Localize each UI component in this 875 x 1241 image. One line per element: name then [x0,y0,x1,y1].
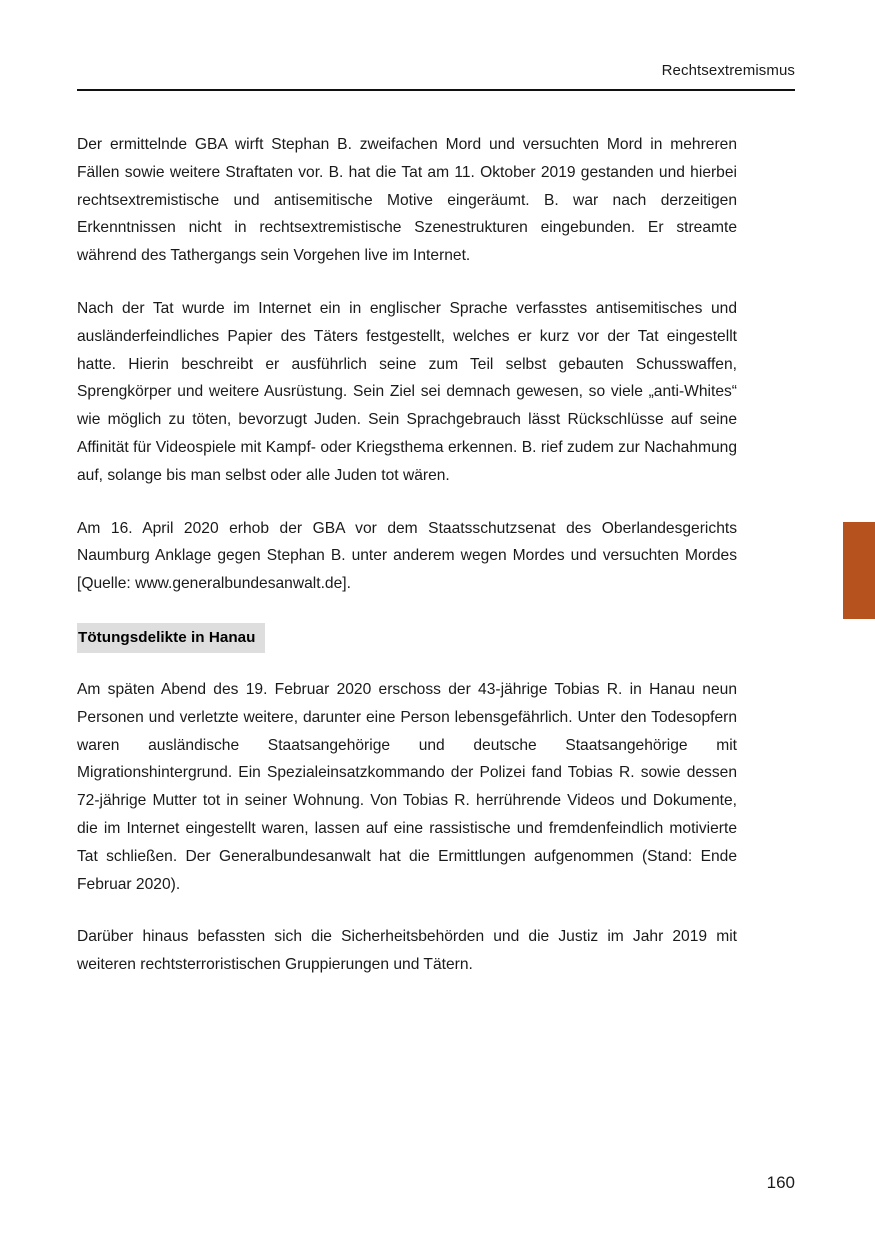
page-number: 160 [766,1173,795,1192]
paragraph: Darüber hinaus befassten sich die Sicherheitsbehörden und die Justiz im Jahr 2019 mit weiteren rechtsterroristischen Gruppierungen und Tätern. [77,928,737,974]
thumb-index-tab [843,522,875,619]
subheading-row [77,623,737,653]
header-rule [77,89,795,91]
running-header: Rechtsextremismus [661,62,795,79]
paragraph: Nach der Tat wurde im Internet ein in englischer Sprache verfasstes antisemitisches und ausländerfeindliches Papier des Täters festgestellt, welches er kurz vor der Tat eingestellt hatte. Hierin beschreibt er ausführlich seine zum Teil selbst gebauten Schusswaffen, Sprengkörper und weitere Ausrüstung. Sein Ziel sei demnach gewesen, so viele „anti-Whites“ wie möglich zu töten, bevorzugt Juden. Sein Sprachgebrauch lässt Rückschlüsse auf seine Affinität für Videospiele mit Kampf- oder Kriegsthema erkennen. B. rief zudem zur Nachahmung auf, solange bis man selbst oder alle Juden tot wären. [77,299,737,484]
paragraph: Der ermittelnde GBA wirft Stephan B. zweifachen Mord und versuchten Mord in mehreren Fällen sowie weitere Straftaten vor. B. hat die Tat am 11. Oktober 2019 gestanden und hierbei rechtsextremistische und antisemitische Motive eingeräumt. B. war nach derzeitigen Erkenntnissen nicht in rechtsextremistische Szenestrukturen eingebunden. Er streamte während des Tathergangs sein Vorgehen live im Internet. [77,136,737,265]
body-text-column [77,131,737,979]
section-subheading: Tötungsdelikte in Hanau [77,623,265,653]
paragraph: Am 16. April 2020 erhob der GBA vor dem Staatsschutzsenat des Oberlandesgerichts Naumburg Anklage gegen Stephan B. unter anderem wegen Mordes und versuchten Mordes [Quelle: www.generalbundesanwalt.de]. [77,519,737,593]
paragraph: Am späten Abend des 19. Februar 2020 erschoss der 43-jährige Tobias R. in Hanau neun Personen und verletzte weitere, darunter eine Person lebensgefährlich. Unter den Todesopfern waren ausländische Staatsangehörige und deutsche Staatsangehörige mit Migrationshintergrund. Ein Spezialeinsatzkommando der Polizei fand Tobias R. sowie dessen 72-jährige Mutter tot in seiner Wohnung. Von Tobias R. herrührende Videos und Dokumente, die im Internet eingestellt waren, lassen auf eine rassistische und fremdenfeindlich motivierte Tat schließen. Der Generalbundesanwalt hat die Ermittlungen aufgenommen (Stand: Ende Februar 2020). [77,680,737,893]
